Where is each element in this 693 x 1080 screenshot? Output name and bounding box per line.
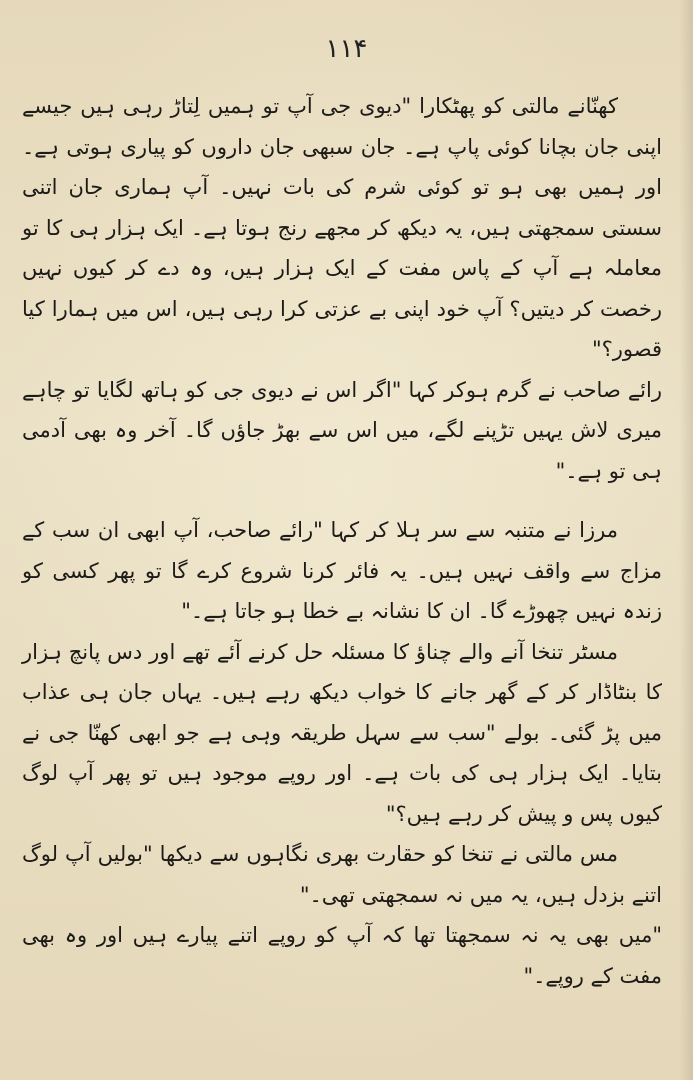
body-text [22, 86, 662, 996]
page-edge-shadow [679, 0, 693, 1080]
paragraph-3: مرزا نے متنبہ سے سر ہلا کر کہا "رائے صاحب، آپ ابھی ان سب کے مزاج سے واقف نہیں ہیں۔ یہ فائر کرنا شروع کرے گا تو پھر کسی کو زندہ نہیں چھوڑے گا۔ ان کا نشانہ بے خطا ہو جاتا ہے۔" [22, 518, 662, 623]
paragraph-4: مسٹر تنخا آنے والے چناؤ کا مسئلہ حل کرنے آئے تھے اور دس پانچ ہزار کا بنٹاڈار کر کے گھر جانے کا خواب دیکھ رہے ہیں۔ یہاں جان ہی عذاب میں پڑ گئی۔ بولے "سب سے سہل طریقہ وہی ہے جو ابھی کھنّا جی نے بتایا۔ ایک ہزار ہی کی بات ہے۔ اور روپے موجود ہیں تو پھر آپ لوگ کیوں پس و پیش کر رہے ہیں؟" [22, 639, 662, 826]
page-number: ۱۱۴ [325, 34, 368, 64]
paragraph-1: کھنّانے مالتی کو پھٹکارا "دیوی جی آپ تو ہمیں لِتاڑ رہی ہیں جیسے اپنی جان بچانا کوئی پاپ ہے۔ جان سبھی جان داروں کو پیاری ہوتی ہے۔ اور ہمیں بھی ہو تو کوئی شرم کی بات نہیں۔ آپ ہماری جان اتنی سستی سمجھتی ہیں، یہ دیکھ کر مجھے رنج ہوتا ہے۔ ایک ہزار ہی کا تو معاملہ ہے آپ کے پاس مفت کے ایک ہزار ہیں، وہ دے کر کیوں نہیں رخصت کر دیتیں؟ آپ خود اپنی بے عزتی کرا رہی ہیں، اس میں ہمارا کیا قصور؟" [22, 94, 662, 361]
paragraph-2: رائے صاحب نے گرم ہوکر کہا "اگر اس نے دیوی جی کو ہاتھ لگایا تو چاہے میری لاش یہیں تڑپنے لگے، میں اس سے بھڑ جاؤں گا۔ آخر وہ بھی آدمی ہی تو ہے۔" [22, 377, 662, 483]
paragraph-5: مس مالتی نے تنخا کو حقارت بھری نگاہوں سے دیکھا "بولیں آپ لوگ اتنے بزدل ہیں، یہ میں نہ سمجھتی تھی۔" [22, 842, 662, 907]
paragraph-6: "میں بھی یہ نہ سمجھتا تھا کہ آپ کو روپے اتنے پیارے ہیں اور وہ بھی مفت کے روپے۔" [22, 923, 662, 988]
